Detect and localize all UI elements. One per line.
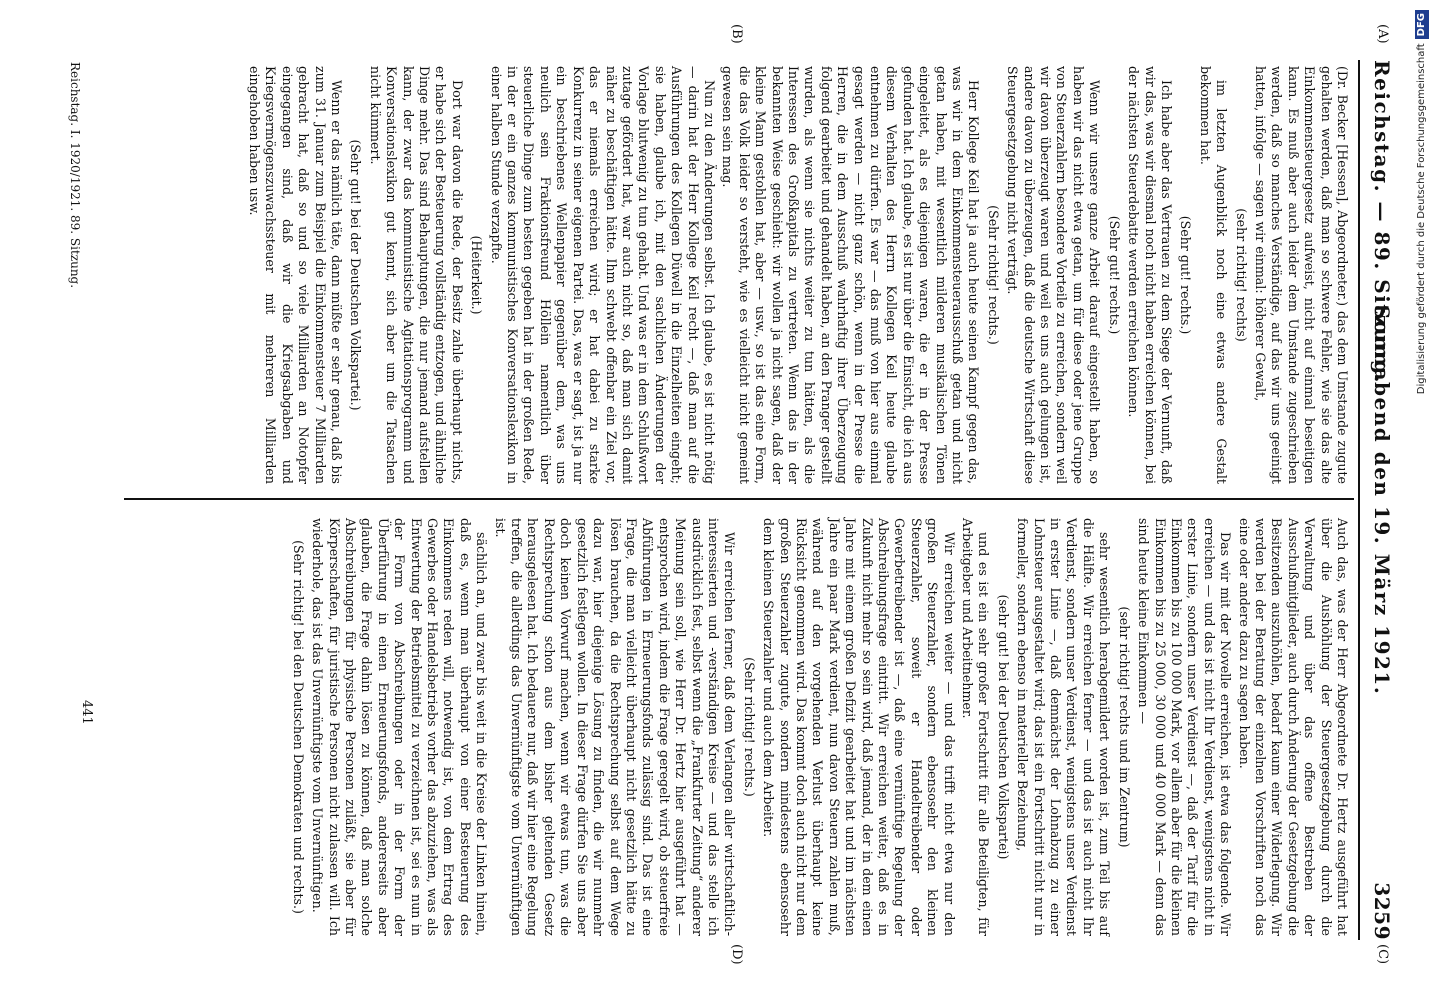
paragraph: Wenn er das nämlich täte, dann müßte er sehr genau, daß bis zum 31. Januar zum Beispiel die Einkommensteuer 7 Milliarden gebracht hat, daß so und so viele Milliarden an Notopfer eingegangen sind, daß wir die Kriegsabgaben und Kriegsvermögenszuwachssteuer mit mehreren Milliarden eingehoben haben usw. [247, 66, 345, 484]
paragraph: im letzten Augenblick noch eine etwas andere Gestalt bekommen hat. [1197, 66, 1230, 484]
paragraph: Wir erreichen weiter — und das trifft nicht etwa nur den großen Steuerzahler, sondern ebensosehr den kleinen Steuerzahler, soweit er Handeltreibender oder Gewerbetreibender ist —, daß eine vernünftige Regelung der Abschreibungsfrage eintritt. Wir erreichen weiter, daß es in Zukunft nicht mehr so sein wird, daß jemand, der in dem einen Jahre mit einem großen Defizit gearbeitet hat und im nächsten Jahre ein paar Mark verdient, nun davon Steuern zahlen muß, während auf den vorgehenden Verlust überhaupt keine Rücksicht genommen wird. Das kommt doch auch nicht nur dem großen Steuerzahler zugute, sondern mindestens ebensosehr dem kleinen Steuerzahler und auch dem Arbeiter. [761, 518, 957, 936]
paragraph: Auch das, was der Herr Abgeordnete Dr. Hertz ausgeführt hat über die Aushöhlung der Steuergesetzgebung durch die Verwaltung und über das offene Bestreben der Ausschußmitglieder, auch durch Änderung der Gesetzgebung die Besitzenden auszuhöhlen, bedarf kaum einer Widerlegung. Wir werden bei der Beratung der einzelnen Vorschriften noch das eine oder andere dazu zu sagen haben. [1236, 518, 1350, 936]
folio-number: 441 [79, 700, 94, 725]
paragraph: Dort war davon die Rede, der Besitz zahle überhaupt nichts, er habe sich der Besteuerung vollständig entzogen, und ähnliche Dinge mehr. Das sind Behauptungen, die nur jemand aufstellen kann, der zwar das kommunistische Agitationsprogramm und Konversationslexikon gut kennt, sich aber um die Tatsachen nicht kümmert. [367, 66, 465, 484]
digitization-note: Digitalisierung gefördert durch die Deutsche Forschungsgemeinschaft [1416, 43, 1427, 395]
paragraph: Ich habe aber das Vertrauen zu dem Siege der Vernunft, daß wir das, was wir diesmal noch nicht haben erreichen können, bei der nächsten Steuerdebatte werden erreichen können. [1126, 66, 1174, 484]
header-date: Sonnabend den 19. März 1921. [1370, 304, 1394, 696]
right-column [286, 518, 1350, 936]
paragraph: (Dr. Becker [Hessen], Abgeordneter.) das dem Umstande zugute gehalten werden, daß man so schwere Fehler, wie sie das alte Einkommensteuergesetz aufweist, nicht auf einmal beseitigen kann. Es muß aber auch leider dem Umstande zugeschrieben werden, daß so manches Verständige, auf das wir uns geeinigt hatten, infolge — sagen wir einmal: höherer Gewalt, [1252, 66, 1350, 484]
paragraph: und es ist ein sehr großer Fortschritt für alle Beteiligten, für Arbeitgeber und Arbeitnehmer. [960, 518, 992, 936]
paragraph: (Sehr gut! bei der Deutschen Volkspartei.) [348, 139, 364, 411]
digitization-strip [1412, 10, 1432, 990]
paragraph: (Sehr gut! rechts.) [1178, 215, 1194, 335]
margin-letter-c: (C) [1375, 944, 1390, 965]
header-rule [1358, 60, 1360, 940]
paragraph: Nun zu den Änderungen selbst. Ich glaube, es ist nicht nötig — darin hat der Herr Kollege Keil recht —, daß man auf die Ausführungen des Kollegen Düwell in die Einzelheiten eingeht; sie haben, glaube ich, mit den sachlichen Änderungen der Vorlage blutwenig zu tun gehabt. Und was er in dem Schlußwort zutage gefördert hat, war auch nicht so, daß man sich damit näher zu beschäftigen hätte. Ihm schwebt offenbar ein Ziel vor, das er niemals erreichen wird; er hat dabei zu starke Konkurrenz in seiner eigenen Partei. Das, was er sagt, ist ja nur ein beschriebenes Wellenpapier gegenüber dem, was uns neulich sein Fraktionsfreund Höllein namentlich über steuerliche Dinge zum besten gegeben hat in der großen Rede, in der er ein ganzes kommunistisches Konversationslexikon in einer halben Stunde verzapfte. [488, 66, 717, 484]
margin-letter-d: (D) [729, 944, 744, 965]
paragraph: Wenn wir unsere ganze Arbeit darauf eingestellt haben, so haben wir das nicht etwa getan, um für diese oder jene Gruppe von Steuerzahlern besondere Vorteile zu erreichen, sondern weil wir davon überzeugt waren und weil es uns auch gelungen ist, andere davon zu überzeugen, daß die deutsche Wirtschaft diese Steuergesetzgebung nicht verträgt. [1005, 66, 1103, 484]
paragraph: (Sehr richtig! rechts.) [741, 657, 757, 797]
paragraph: Herr Kollege Keil hat ja auch heute seinen Kampf gegen das, was wir in dem Einkommensteuerausschuß getan und nicht getan haben, mit wesentlich milderen musikalischen Tönen eingeleitet, als es diejenigen waren, die er in der Presse gefunden hat. Ich glaube, es ist nur über die Einsicht, die ich aus diesem Verhalten des Herrn Kollegen Keil heute glaube entnehmen zu dürfen. Es war — das muß von hier aus einmal gesagt werden — nicht ganz schön, wenn in der Presse die Herren, die in dem Ausschuß wahrhaftig ihrer Überzeugung folgend gearbeitet und gehandelt haben, an den Pranger gestellt wurden, als wenn sie nichts weiter zu tun hätten, als die Interessen des Großkapitals zu vertreten. Wenn das in der bekannten Weise geschieht: wir wollen ja nicht sagen, daß der kleine Mann gestohlen hat, aber — usw., so ist das eine Form, die das Volk leider so versteht, wie es vielleicht nicht gemeint gewesen sein mag. [720, 66, 982, 484]
margin-letter-a: (A) [1375, 24, 1390, 44]
dfg-logo: DFG [1415, 10, 1429, 39]
document-page [54, 24, 1394, 965]
paragraph: (sehr richtig! rechts) [1233, 208, 1249, 342]
paragraph: (sehr richtig! rechts und im Zentrum) [1116, 606, 1132, 848]
sheet-signature: Reichstag. I. 1920/1921. 89. Sitzung. [68, 62, 82, 289]
header-left: Reichstag. — 89. Sitzung. [1370, 60, 1394, 384]
margin-letter-b: (B) [729, 24, 744, 44]
paragraph: sehr wesentlich herabgemildert worden ist, zum Teil bis auf die Hälfte. Wir erreichen ferner — und das ist auch nicht Ihr Verdienst, sondern unser Verdienst, wenigstens unser Verdienst in erster Linie —, daß demnächst der Lohnabzug zu einer Lohnsteuer ausgestaltet wird; das ist ein Fortschritt nicht nur in formeller, sondern ebenso in materieller Beziehung, [1015, 518, 1113, 936]
paragraph: (Sehr gut! rechts.) [1106, 215, 1122, 335]
running-head [1364, 60, 1394, 940]
column-rule [124, 498, 1354, 500]
paragraph: Das wir mit der Novelle erreichen, ist etwa das folgende. Wir erreichen — und das ist nicht Ihr Verdienst, wenigstens nicht in erster Linie, sondern unser Verdienst —, daß der Tarif für die Einkommen bis zu 100 000 Mark, vor allem aber für die kleinen Einkommen bis zu 25 000, 30 000 und 40 000 Mark — denn das sind heute kleine Einkommen — [1136, 518, 1234, 936]
paragraph: (Heiterkeit.) [469, 235, 485, 315]
paragraph: (Sehr richtig! bei den Deutschen Demokraten und rechts.) [290, 540, 306, 914]
paragraph: Wir erreichen ferner, daß dem Verlangen aller wirtschaftlich-interessierten und -verständigen Kreise — und das stelle ich ausdrücklich fest, selbst wenn die „Frankfurter Zeitung“ anderer Meinung sein soll, wie Herr Dr. Hertz hier ausgeführt hat — entsprochen wird, indem die Frage geregelt wird, ob steuerfreie Abführungen in Erneuerungsfonds zulässig sind. Das ist eine Frage, die man vielleicht überhaupt nicht gesetzlich hätte zu lösen brauchen, da die Rechtsprechung selbst auf dem Wege dazu war, hier diejenige Lösung zu finden, die wir nunmehr gesetzlich festlegen wollen. In dieser Frage dürfen Sie uns aber doch keinen Vorwurf machen, wenn wir etwas tun, was die Rechtsprechung schon aus dem bisher geltenden Gesetz herausgelesen hat. Ich bedauere nur, daß wir hier eine Regelung treffen, die allerdings das Unvernünftigste vom Unvernünftigen ist. [492, 518, 738, 936]
page-number: 3259 [1370, 882, 1394, 940]
paragraph: (Sehr richtig! rechts.) [985, 205, 1001, 345]
paragraph: (sehr gut! bei der Deutschen Volkspartei) [995, 594, 1011, 860]
left-column [244, 66, 1350, 484]
paragraph: sächlich an, und zwar bis weit in die Kreise der Linken hinein, daß es, wenn man überhaupt von einer Besteuerung des Einkommens reden will, notwendig ist, von dem Ertrag des Gewerbes oder Handelsbetriebs vorher das abzuziehen, was als Entwertung der Betriebsmittel zu verzeichnen ist, sei es nun in der Form von Abschreibungen oder in der Form der Überführung in einen Erneuerungsfonds, andererseits aber glauben, die Frage dahin lösen zu können, daß man solche Abschreibungen für physische Personen zuläßt, sie aber für Körperschaften, für juristische Personen nicht zulassen will. Ich wiederhole, das ist das Unvernünftigste vom Unvernünftigen. [310, 518, 490, 936]
